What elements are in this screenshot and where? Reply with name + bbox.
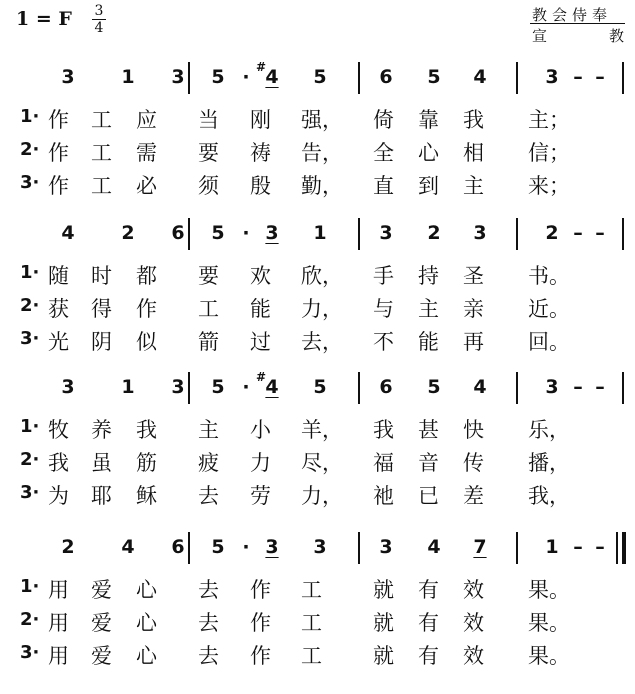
barline-end [622,372,624,404]
lyric-syllable: 力 [250,451,271,475]
lyric-syllable: 羊， [301,418,343,442]
verse-number: 3· [20,482,40,503]
lyric-syllable: 来； [528,174,570,198]
note: – [595,222,605,244]
lyric-syllable: 殷 [250,174,271,198]
note: 3 [379,536,393,558]
lyric-syllable: 作 [48,174,69,198]
note: 5 [211,376,225,398]
note: 3 [265,536,279,558]
lyric-syllable: 当 [198,108,219,132]
key-signature: 1 = F [16,8,72,30]
lyric-syllable: 工 [91,108,112,132]
lyric-syllable: 工 [301,644,322,668]
time-denominator: 4 [94,20,104,36]
lyric-syllable: 小 [250,418,271,442]
lyric-syllable: 心 [136,578,157,602]
lyric-line-verse-3 [0,638,635,670]
lyric-syllable: 能 [418,330,439,354]
notes-row [0,218,635,250]
verse-number: 1· [20,416,40,437]
lyric-line-verse-2 [0,445,635,477]
note: 1 [313,222,327,244]
note: – [573,536,583,558]
note: 3 [313,536,327,558]
note: · [242,66,250,88]
barline [516,532,518,564]
lyric-syllable: 回。 [528,330,570,354]
lyric-syllable: 似 [136,330,157,354]
lyric-syllable: 与 [373,297,394,321]
lyric-syllable: 作 [250,578,271,602]
note: 2 [427,222,441,244]
lyric-syllable: 直 [373,174,394,198]
lyric-syllable: 工 [301,578,322,602]
lyric-syllable: 养 [91,418,112,442]
note: 4 # [256,60,279,88]
lyric-syllable: 去 [198,644,219,668]
lyric-syllable: 有 [418,578,439,602]
lyric-syllable: 我， [528,484,570,508]
verse-number: 3· [20,328,40,349]
lyric-syllable: 强， [301,108,343,132]
lyric-syllable: 效 [463,644,484,668]
lyric-syllable: 主 [198,418,219,442]
lyric-syllable: 到 [418,174,439,198]
verse-number: 1· [20,262,40,283]
note: 2 [121,222,135,244]
lyric-line-verse-2 [0,135,635,167]
lyric-syllable: 乐， [528,418,570,442]
note: – [573,66,583,88]
lyric-syllable: 再 [463,330,484,354]
final-barline [622,532,626,564]
lyric-syllable: 圣 [463,264,484,288]
lyric-syllable: 必 [136,174,157,198]
lyric-syllable: 甚 [418,418,439,442]
lyric-syllable: 主 [418,297,439,321]
lyric-syllable: 果。 [528,644,570,668]
lyric-syllable: 快 [463,418,484,442]
lyric-syllable: 需 [136,141,157,165]
notes-row [0,532,635,564]
lyric-syllable: 耶 [91,484,112,508]
lyric-syllable: 书。 [528,264,570,288]
verse-number: 3· [20,642,40,663]
lyric-syllable: 工 [198,297,219,321]
note: 5 [313,66,327,88]
lyric-line-verse-2 [0,291,635,323]
lyric-syllable: 心 [136,611,157,635]
lyric-syllable: 筋 [136,451,157,475]
note: · [242,222,250,244]
lyric-syllable: 就 [373,611,394,635]
note: 6 [379,376,393,398]
lyric-line-verse-2 [0,605,635,637]
lyric-syllable: 过 [250,330,271,354]
lyric-syllable: 我 [48,451,69,475]
note: 6 [379,66,393,88]
lyric-syllable: 欢 [250,264,271,288]
barline [188,372,190,404]
barline-end [622,62,624,94]
note: 5 [211,536,225,558]
lyric-syllable: 手 [373,264,394,288]
lyric-syllable: 尽， [301,451,343,475]
lyric-syllable: 作 [250,611,271,635]
author-rule [530,23,625,24]
lyric-syllable: 我 [136,418,157,442]
lyric-syllable: 箭 [198,330,219,354]
lyric-syllable: 作 [250,644,271,668]
verse-number: 2· [20,295,40,316]
lyric-syllable: 阴 [91,330,112,354]
lyric-line-verse-1 [0,412,635,444]
lyric-syllable: 就 [373,578,394,602]
lyric-syllable: 有 [418,611,439,635]
note: 3 [473,222,487,244]
lyric-syllable: 作 [48,141,69,165]
lyric-syllable: 工 [301,611,322,635]
barline-end [616,532,618,564]
lyric-syllable: 能 [250,297,271,321]
note: 5 [211,66,225,88]
lyric-syllable: 信； [528,141,570,165]
lyric-syllable: 力， [301,297,343,321]
barline [358,532,360,564]
note: 4 [427,536,441,558]
lyric-syllable: 去 [198,484,219,508]
note: – [595,536,605,558]
verse-number: 2· [20,139,40,160]
lyric-syllable: 爱 [91,578,112,602]
author-role-left: 宣 [532,27,548,45]
lyric-syllable: 都 [136,264,157,288]
notes-row [0,62,635,94]
note: 4 [61,222,75,244]
lyric-syllable: 获 [48,297,69,321]
note: – [595,66,605,88]
lyric-line-verse-3 [0,168,635,200]
barline-end [622,218,624,250]
note: 3 [171,376,185,398]
lyric-line-verse-3 [0,478,635,510]
note: 3 [171,66,185,88]
lyric-syllable: 持 [418,264,439,288]
note: 3 [545,376,559,398]
author-role-right: 教 [608,27,624,45]
note: 2 [545,222,559,244]
lyric-syllable: 去， [301,330,343,354]
lyric-line-verse-1 [0,572,635,604]
lyric-syllable: 作 [136,297,157,321]
lyric-syllable: 倚 [373,108,394,132]
lyric-syllable: 爱 [91,611,112,635]
lyric-syllable: 效 [463,611,484,635]
lyric-syllable: 祷 [250,141,271,165]
lyric-syllable: 用 [48,644,69,668]
note: 3 [265,222,279,244]
lyric-syllable: 用 [48,578,69,602]
sharp-sign: # [256,370,267,384]
lyric-syllable: 主 [463,174,484,198]
lyric-syllable: 时 [91,264,112,288]
lyric-syllable: 要 [198,141,219,165]
note: 5 [427,376,441,398]
lyric-syllable: 勤， [301,174,343,198]
lyric-syllable: 有 [418,644,439,668]
lyric-syllable: 相 [463,141,484,165]
lyric-syllable: 稣 [136,484,157,508]
lyric-syllable: 疲 [198,451,219,475]
lyric-syllable: 爱 [91,644,112,668]
note: 1 [545,536,559,558]
note: 5 [313,376,327,398]
lyric-line-verse-1 [0,102,635,134]
lyric-syllable: 虽 [91,451,112,475]
lyric-syllable: 音 [418,451,439,475]
lyric-syllable: 祂 [373,484,394,508]
note: 5 [427,66,441,88]
note: 4 # [256,370,279,398]
time-numerator: 3 [94,3,104,19]
lyric-syllable: 得 [91,297,112,321]
lyric-syllable: 工 [91,141,112,165]
time-signature [92,4,106,35]
lyric-syllable: 播， [528,451,570,475]
note: 3 [61,376,75,398]
lyric-syllable: 欣， [301,264,343,288]
note: – [573,376,583,398]
verse-number: 2· [20,449,40,470]
lyric-syllable: 劳 [250,484,271,508]
note: 6 [171,536,185,558]
barline [188,218,190,250]
barline [358,62,360,94]
author-role [532,25,624,46]
lyric-syllable: 要 [198,264,219,288]
barline [516,372,518,404]
lyric-syllable: 力， [301,484,343,508]
note: – [595,376,605,398]
lyric-syllable: 不 [373,330,394,354]
lyric-syllable: 牧 [48,418,69,442]
verse-number: 1· [20,106,40,127]
lyric-syllable: 须 [198,174,219,198]
note: 3 [379,222,393,244]
note: 3 [61,66,75,88]
note: · [242,536,250,558]
lyric-syllable: 靠 [418,108,439,132]
note: 4 [473,376,487,398]
lyric-syllable: 工 [91,174,112,198]
notes-row [0,372,635,404]
lyric-syllable: 我 [373,418,394,442]
verse-number: 2· [20,609,40,630]
lyric-syllable: 传 [463,451,484,475]
lyric-syllable: 应 [136,108,157,132]
lyric-syllable: 心 [136,644,157,668]
lyric-syllable: 全 [373,141,394,165]
lyric-syllable: 用 [48,611,69,635]
verse-number: 3· [20,172,40,193]
author-credit: 教会侍奉 [532,6,613,24]
note: 1 [121,376,135,398]
note: 3 [545,66,559,88]
note: · [242,376,250,398]
lyric-syllable: 果。 [528,578,570,602]
barline [358,372,360,404]
lyric-syllable: 随 [48,264,69,288]
lyric-line-verse-3 [0,324,635,356]
note: 4 [473,66,487,88]
sharp-sign: # [256,60,267,74]
note: 7 [473,536,487,558]
lyric-syllable: 去 [198,578,219,602]
lyric-syllable: 果。 [528,611,570,635]
lyric-syllable: 为 [48,484,69,508]
lyric-syllable: 光 [48,330,69,354]
note: 6 [171,222,185,244]
lyric-syllable: 心 [418,141,439,165]
lyric-syllable: 亲 [463,297,484,321]
note: 2 [61,536,75,558]
lyric-syllable: 去 [198,611,219,635]
lyric-syllable: 主； [528,108,570,132]
lyric-syllable: 差 [463,484,484,508]
lyric-syllable: 福 [373,451,394,475]
barline [516,62,518,94]
lyric-syllable: 近。 [528,297,570,321]
lyric-syllable: 效 [463,578,484,602]
lyric-syllable: 刚 [250,108,271,132]
note: 4 [121,536,135,558]
barline [516,218,518,250]
lyric-syllable: 我 [463,108,484,132]
note: 5 [211,222,225,244]
lyric-syllable: 告， [301,141,343,165]
barline [188,62,190,94]
verse-number: 1· [20,576,40,597]
note: – [573,222,583,244]
lyric-syllable: 已 [418,484,439,508]
note: 1 [121,66,135,88]
lyric-syllable: 就 [373,644,394,668]
barline [188,532,190,564]
barline [358,218,360,250]
lyric-line-verse-1 [0,258,635,290]
lyric-syllable: 作 [48,108,69,132]
